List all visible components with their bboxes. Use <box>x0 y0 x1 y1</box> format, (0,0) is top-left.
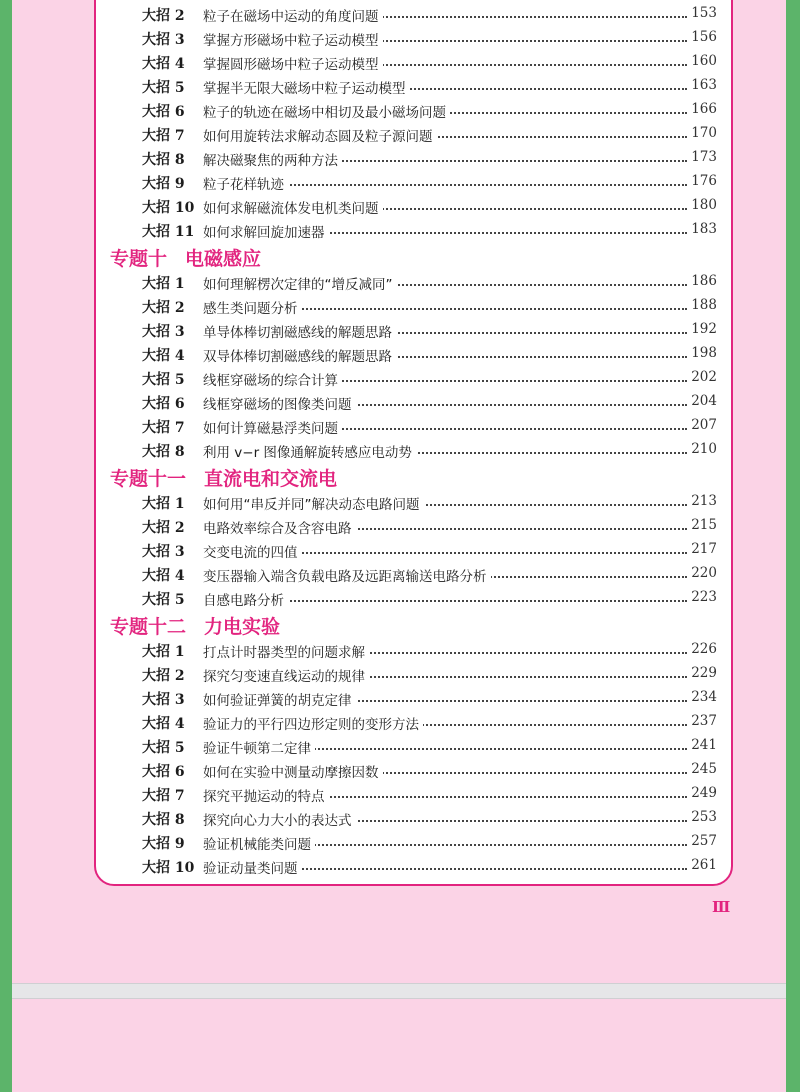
entry-label: 大招 7 <box>142 420 185 436</box>
entry-page: 192 <box>691 321 717 337</box>
entry-page: 210 <box>691 441 717 457</box>
section-number: 专题十 <box>110 248 168 270</box>
toc-entry <box>96 194 731 218</box>
toc-entry <box>96 98 731 122</box>
entry-label: 大招 4 <box>142 568 185 584</box>
toc-entry <box>96 390 731 414</box>
entry-label: 大招 10 <box>142 200 195 216</box>
toc-entry <box>96 122 731 146</box>
entry-title: 感生类问题分析 <box>203 297 302 317</box>
entry-label: 大招 1 <box>142 644 185 660</box>
toc-entry <box>96 170 731 194</box>
entry-label: 大招 8 <box>142 152 185 168</box>
entry-title: 双导体棒切割磁感线的解题思路 <box>203 345 396 365</box>
toc-entry <box>96 686 731 710</box>
entry-label: 大招 7 <box>142 788 185 804</box>
entry-title: 打点计时器类型的问题求解 <box>203 641 369 661</box>
entry-title: 如何求解回旋加速器 <box>203 221 329 241</box>
entry-page: 215 <box>691 517 717 533</box>
entry-title: 交变电流的四值 <box>203 541 302 561</box>
entry-page: 237 <box>691 713 717 729</box>
entry-page: 253 <box>691 809 717 825</box>
entry-title: 探究平抛运动的特点 <box>203 785 329 805</box>
section-number: 专题十一 <box>110 468 187 490</box>
entry-label: 大招 10 <box>142 860 195 876</box>
entry-page: 213 <box>691 493 717 509</box>
toc-entry <box>96 782 731 806</box>
entry-title: 验证动量类问题 <box>203 857 302 877</box>
entry-page: 156 <box>691 29 717 45</box>
entry-page: 220 <box>691 565 717 581</box>
entry-title: 变压器输入端含负载电路及远距离输送电路分析 <box>203 565 491 585</box>
section-heading <box>110 612 710 640</box>
toc-entry <box>96 514 731 538</box>
entry-label: 大招 3 <box>142 324 185 340</box>
entry-label: 大招 6 <box>142 764 185 780</box>
entry-page: 249 <box>691 785 717 801</box>
page-number: Ⅲ <box>712 898 731 916</box>
toc-entry <box>96 218 731 242</box>
entry-page: 166 <box>691 101 717 117</box>
toc-entry <box>96 538 731 562</box>
entry-title: 线框穿磁场的图像类问题 <box>203 393 356 413</box>
entry-title <box>203 0 383 1</box>
toc-entry <box>96 50 731 74</box>
entry-page: 170 <box>691 125 717 141</box>
entry-label: 大招 2 <box>142 8 185 24</box>
toc-entry <box>96 638 731 662</box>
entry-page: 176 <box>691 173 717 189</box>
entry-title: 掌握圆形磁场中粒子运动模型 <box>203 53 383 73</box>
entry-title: 自感电路分析 <box>203 589 288 609</box>
entry-title: 如何理解楞次定律的“增反减同” <box>203 273 397 293</box>
toc-entry <box>96 146 731 170</box>
entry-page: 226 <box>691 641 717 657</box>
toc-entry <box>96 830 731 854</box>
entry-page: 160 <box>691 53 717 69</box>
entry-page: 202 <box>691 369 717 385</box>
entry-page: 186 <box>691 273 717 289</box>
entry-page: 207 <box>691 417 717 433</box>
entry-label: 大招 9 <box>142 836 185 852</box>
entry-label: 大招 7 <box>142 128 185 144</box>
toc-entry <box>96 2 731 26</box>
entry-title: 如何在实验中测量动摩擦因数 <box>203 761 383 781</box>
entry-title: 验证力的平行四边形定则的变形方法 <box>203 713 423 733</box>
entry-title: 单导体棒切割磁感线的解题思路 <box>203 321 396 341</box>
toc-entry <box>96 854 731 878</box>
entry-label: 大招 1 <box>142 276 185 292</box>
toc-entry <box>96 74 731 98</box>
section-number: 专题十二 <box>110 616 187 638</box>
page-divider <box>12 983 786 999</box>
entry-title: 粒子的轨迹在磁场中相切及最小磁场问题 <box>203 101 450 121</box>
toc-panel <box>94 0 733 886</box>
entry-label: 大招 2 <box>142 668 185 684</box>
toc-entry <box>96 414 731 438</box>
entry-title: 粒子在磁场中运动的角度问题 <box>203 5 383 25</box>
entry-label <box>142 0 185 1</box>
section-name: 电磁感应 <box>185 248 262 270</box>
page-lower <box>12 999 786 1092</box>
toc-entry <box>96 438 731 462</box>
entry-page: 217 <box>691 541 717 557</box>
toc-entry <box>96 758 731 782</box>
entry-label: 大招 5 <box>142 372 185 388</box>
toc-entry <box>96 366 731 390</box>
entry-title: 验证机械能类问题 <box>203 833 315 853</box>
entry-label: 大招 9 <box>142 176 185 192</box>
entry-label: 大招 4 <box>142 56 185 72</box>
entry-label: 大招 1 <box>142 496 185 512</box>
entry-page: 204 <box>691 393 717 409</box>
entry-title: 探究匀变速直线运动的规律 <box>203 665 369 685</box>
entry-page: 153 <box>691 5 717 21</box>
entry-title: 解决磁聚焦的两种方法 <box>203 149 342 169</box>
entry-title: 线框穿磁场的综合计算 <box>203 369 342 389</box>
toc-entry <box>96 270 731 294</box>
entry-label: 大招 2 <box>142 300 185 316</box>
toc-entry <box>96 734 731 758</box>
entry-title: 利用 v−r 图像通解旋转感应电动势 <box>203 441 416 461</box>
entry-title: 电路效率综合及含容电路 <box>203 517 356 537</box>
entry-label: 大招 3 <box>142 32 185 48</box>
entry-label: 大招 4 <box>142 348 185 364</box>
entry-title: 如何用“串反并同”解决动态电路问题 <box>203 493 424 513</box>
toc-entry <box>96 26 731 50</box>
section-heading <box>110 244 710 272</box>
toc-entry <box>96 710 731 734</box>
entry-page: 234 <box>691 689 717 705</box>
entry-label: 大招 11 <box>142 224 195 240</box>
toc-entry <box>96 294 731 318</box>
entry-title: 如何求解磁流体发电机类问题 <box>203 197 383 217</box>
entry-label: 大招 4 <box>142 716 185 732</box>
entry-label: 大招 3 <box>142 692 185 708</box>
toc-entry <box>96 318 731 342</box>
entry-label: 大招 6 <box>142 396 185 412</box>
entry-label: 大招 5 <box>142 80 185 96</box>
entry-page: 188 <box>691 297 717 313</box>
entry-title: 粒子花样轨迹 <box>203 173 288 193</box>
entry-title: 如何用旋转法求解动态圆及粒子源问题 <box>203 125 437 145</box>
entry-label: 大招 5 <box>142 740 185 756</box>
section-heading <box>110 464 710 492</box>
entry-title: 掌握方形磁场中粒子运动模型 <box>203 29 383 49</box>
toc-entry <box>96 586 731 610</box>
entry-page: 241 <box>691 737 717 753</box>
section-name: 直流电和交流电 <box>204 468 338 490</box>
entry-title: 验证牛顿第二定律 <box>203 737 315 757</box>
page-upper <box>12 0 786 983</box>
entry-title: 掌握半无限大磁场中粒子运动模型 <box>203 77 410 97</box>
entry-label: 大招 6 <box>142 104 185 120</box>
entry-page: 198 <box>691 345 717 361</box>
section-name: 力电实验 <box>204 616 281 638</box>
entry-label: 大招 3 <box>142 544 185 560</box>
entry-label: 大招 8 <box>142 812 185 828</box>
entry-title: 探究向心力大小的表达式 <box>203 809 356 829</box>
toc-entry <box>96 490 731 514</box>
entry-page: 163 <box>691 77 717 93</box>
entry-label: 大招 5 <box>142 592 185 608</box>
entry-title: 如何计算磁悬浮类问题 <box>203 417 342 437</box>
entry-title: 如何验证弹簧的胡克定律 <box>203 689 356 709</box>
entry-page: 183 <box>691 221 717 237</box>
entry-page: 257 <box>691 833 717 849</box>
entry-page: 180 <box>691 197 717 213</box>
entry-label: 大招 2 <box>142 520 185 536</box>
toc-entry <box>96 662 731 686</box>
entry-page: 245 <box>691 761 717 777</box>
entry-page: 173 <box>691 149 717 165</box>
entry-page: 223 <box>691 589 717 605</box>
entry-page: 229 <box>691 665 717 681</box>
entry-page: 261 <box>691 857 717 873</box>
entry-label: 大招 8 <box>142 444 185 460</box>
toc-entry <box>96 342 731 366</box>
toc-entry <box>96 806 731 830</box>
toc-entry <box>96 562 731 586</box>
